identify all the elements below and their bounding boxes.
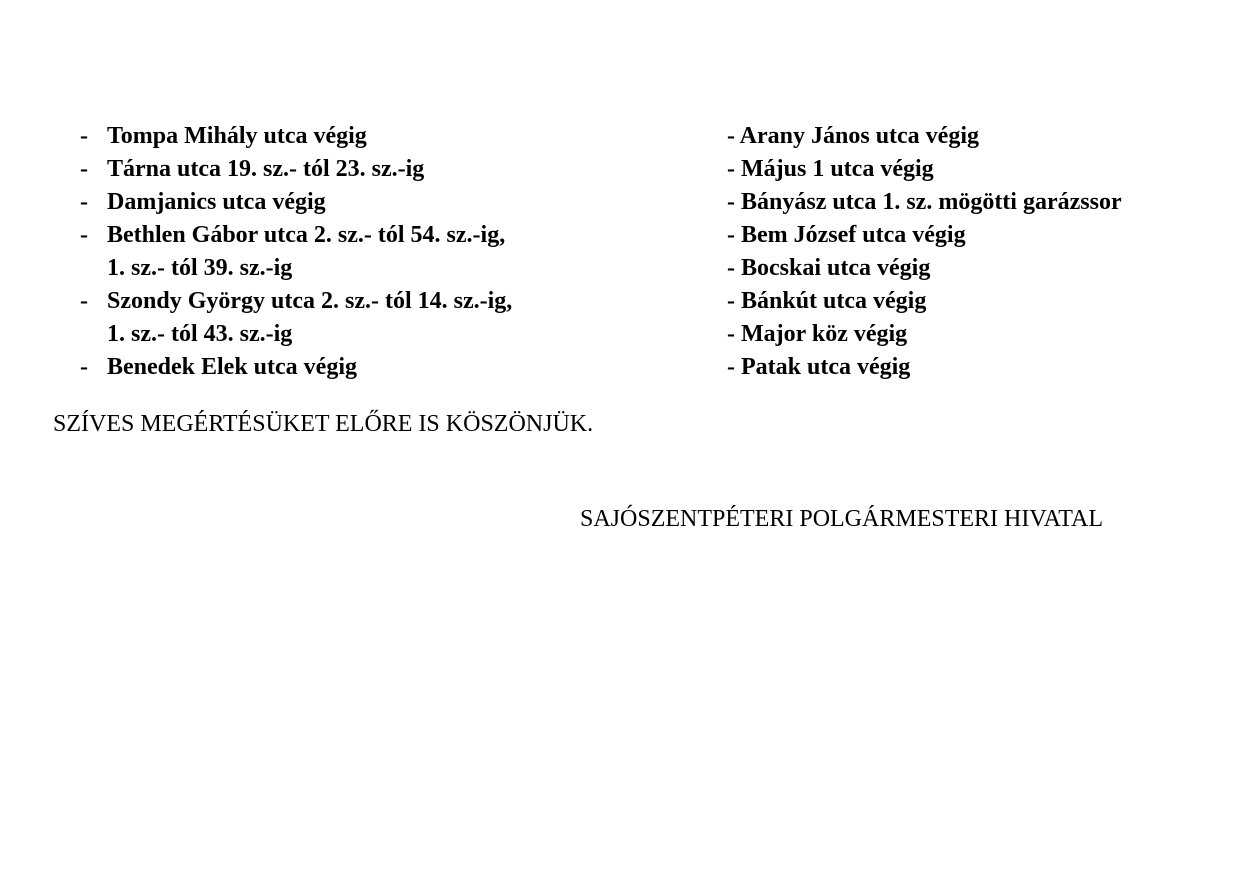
street-entry: Tárna utca 19. sz.- tól 23. sz.-ig: [107, 156, 425, 182]
street-entry-continuation: 1. sz.- tól 39. sz.-ig: [107, 255, 293, 281]
list-item: [80, 219, 680, 285]
list-item: [80, 285, 680, 351]
list-dash: -: [80, 288, 88, 314]
list-item: - Patak utca végig: [727, 354, 911, 380]
list-dash: -: [80, 354, 88, 380]
list-dash: -: [80, 156, 88, 182]
closing-text: SZÍVES MEGÉRTÉSÜKET ELŐRE IS KÖSZÖNJÜK.: [53, 411, 594, 437]
list-item: - Bocskai utca végig: [727, 255, 931, 281]
list-item: - Bánkút utca végig: [727, 288, 927, 314]
list-item: [80, 186, 680, 219]
list-item: - Major köz végig: [727, 321, 908, 347]
list-dash: -: [80, 222, 88, 248]
signature-text: SAJÓSZENTPÉTERI POLGÁRMESTERI HIVATAL: [580, 506, 1103, 532]
left-street-list: [80, 120, 680, 384]
list-item: - Május 1 utca végig: [727, 156, 934, 182]
street-entry: Damjanics utca végig: [107, 189, 326, 215]
street-entry-continuation: 1. sz.- tól 43. sz.-ig: [107, 321, 293, 347]
street-entry: Tompa Mihály utca végig: [107, 123, 367, 149]
right-street-list: [727, 120, 1227, 384]
street-entry: Bethlen Gábor utca 2. sz.- tól 54. sz.-ig,: [107, 222, 506, 248]
list-item: [80, 120, 680, 153]
list-item: - Bányász utca 1. sz. mögötti garázssor: [727, 189, 1122, 215]
list-item: [80, 351, 680, 384]
street-entry: Szondy György utca 2. sz.- tól 14. sz.-ig,: [107, 288, 513, 314]
list-item: - Bem József utca végig: [727, 222, 966, 248]
list-dash: -: [80, 123, 88, 149]
list-item: [80, 153, 680, 186]
street-entry: Benedek Elek utca végig: [107, 354, 357, 380]
list-dash: -: [80, 189, 88, 215]
list-item: - Arany János utca végig: [727, 123, 979, 149]
